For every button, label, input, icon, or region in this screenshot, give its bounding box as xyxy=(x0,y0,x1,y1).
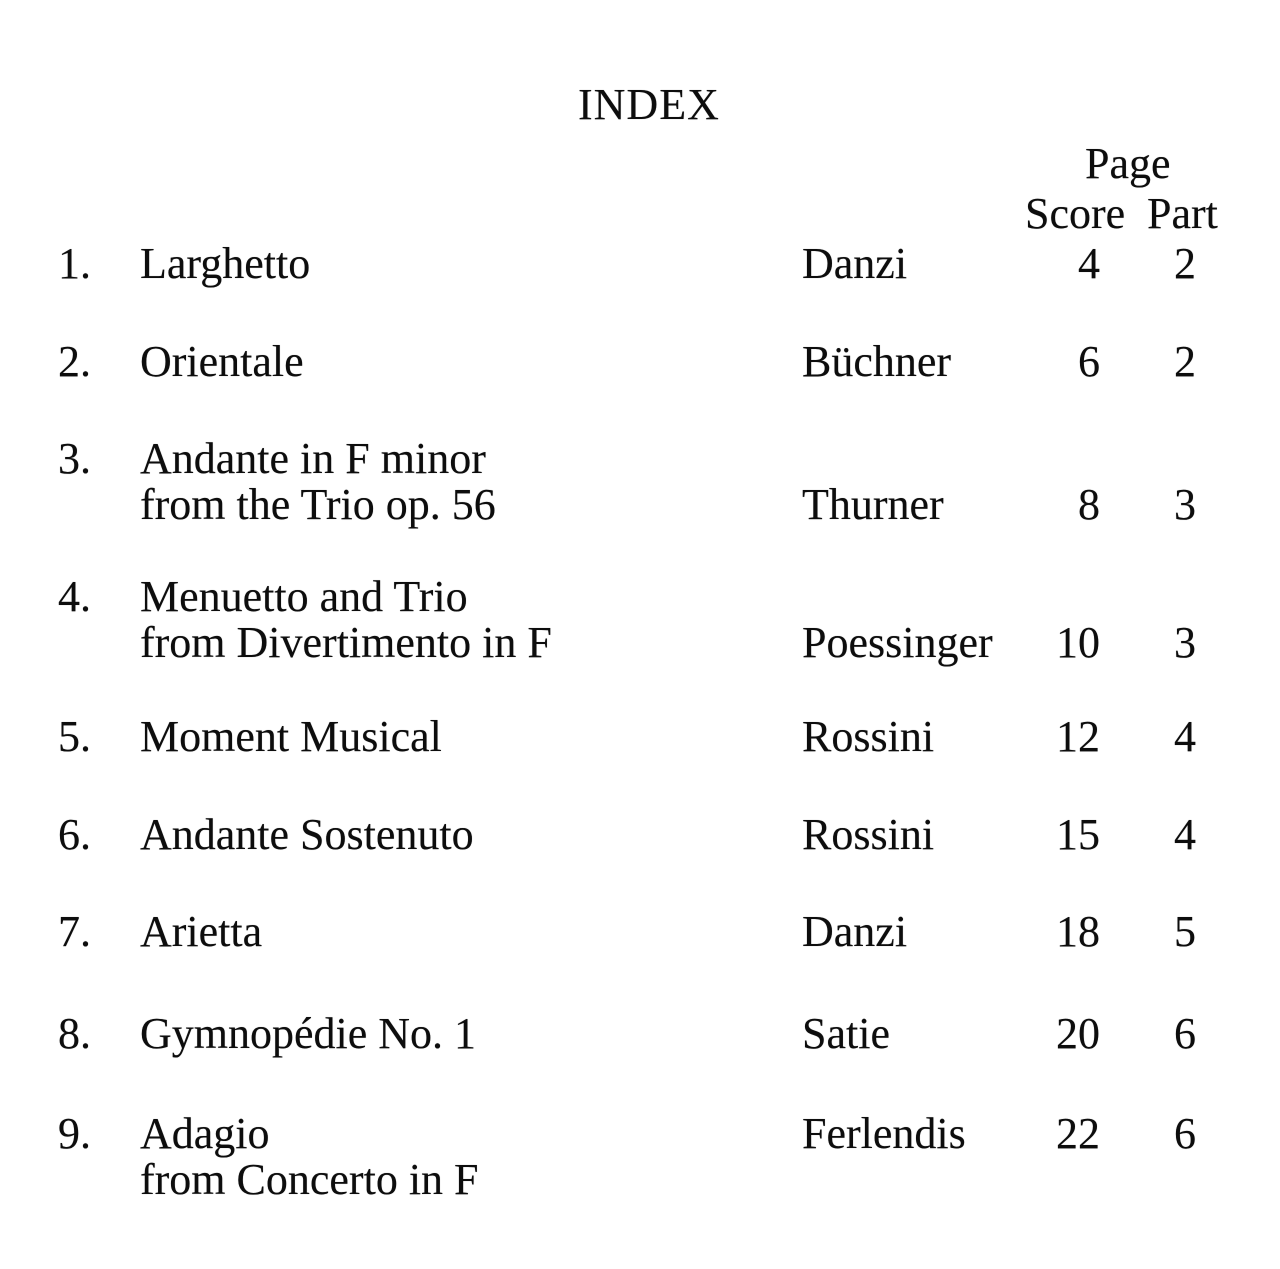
item-score-page: 20 xyxy=(1056,1009,1100,1058)
item-part-page: 4 xyxy=(1174,712,1196,761)
item-part-page: 6 xyxy=(1174,1009,1196,1058)
column-header-page: Page xyxy=(1085,139,1171,188)
item-part-page: 5 xyxy=(1174,907,1196,956)
item-title-line1: Orientale xyxy=(140,337,304,386)
item-score-page: 4 xyxy=(1078,239,1100,288)
item-number: 4. xyxy=(58,572,91,621)
item-number: 6. xyxy=(58,810,91,859)
column-header-part: Part xyxy=(1147,189,1218,238)
item-title-line2: from Concerto in F xyxy=(140,1155,479,1204)
item-part-page: 3 xyxy=(1174,618,1196,667)
item-title-line1: Larghetto xyxy=(140,239,311,288)
item-score-page: 22 xyxy=(1056,1109,1100,1158)
item-title xyxy=(140,1011,476,1057)
item-score-page: 18 xyxy=(1056,907,1100,956)
item-title xyxy=(140,812,474,858)
item-title xyxy=(140,714,442,760)
item-score-page: 6 xyxy=(1078,337,1100,386)
item-title xyxy=(140,574,552,666)
item-title-line1: Adagio xyxy=(140,1109,270,1158)
item-part-page: 2 xyxy=(1174,337,1196,386)
item-score-page: 15 xyxy=(1056,810,1100,859)
column-header-score: Score xyxy=(1025,189,1126,238)
item-title xyxy=(140,436,496,528)
item-title xyxy=(140,1111,479,1203)
item-title-line1: Gymnopédie No. 1 xyxy=(140,1009,477,1058)
item-composer: Danzi xyxy=(802,907,908,956)
item-part-page: 2 xyxy=(1174,239,1196,288)
item-number: 1. xyxy=(58,239,91,288)
item-part-page: 6 xyxy=(1174,1109,1196,1158)
item-composer: Satie xyxy=(802,1009,890,1058)
item-number: 7. xyxy=(58,907,91,956)
item-title xyxy=(140,241,310,287)
item-title-line1: Arietta xyxy=(140,907,263,956)
item-title xyxy=(140,339,304,385)
item-number: 9. xyxy=(58,1109,91,1158)
item-score-page: 8 xyxy=(1078,480,1100,529)
item-composer: Thurner xyxy=(802,480,944,529)
item-part-page: 3 xyxy=(1174,480,1196,529)
item-number: 2. xyxy=(58,337,91,386)
item-composer: Rossini xyxy=(802,810,935,859)
item-number: 8. xyxy=(58,1009,91,1058)
item-title-line1: Andante in F minor xyxy=(140,434,486,483)
item-number: 5. xyxy=(58,712,91,761)
item-composer: Büchner xyxy=(802,337,952,386)
item-number: 3. xyxy=(58,434,91,483)
item-composer: Rossini xyxy=(802,712,935,761)
item-part-page: 4 xyxy=(1174,810,1196,859)
item-score-page: 12 xyxy=(1056,712,1100,761)
item-composer: Ferlendis xyxy=(802,1109,966,1158)
item-title-line1: Moment Musical xyxy=(140,712,442,761)
item-composer: Danzi xyxy=(802,239,908,288)
item-title-line2: from the Trio op. 56 xyxy=(140,480,496,529)
item-title-line1: Menuetto and Trio xyxy=(140,572,468,621)
item-title xyxy=(140,909,262,955)
page-title: INDEX xyxy=(578,80,720,129)
item-score-page: 10 xyxy=(1056,618,1100,667)
item-composer: Poessinger xyxy=(802,618,993,667)
item-title-line1: Andante Sostenuto xyxy=(140,810,474,859)
item-title-line2: from Divertimento in F xyxy=(140,618,552,667)
